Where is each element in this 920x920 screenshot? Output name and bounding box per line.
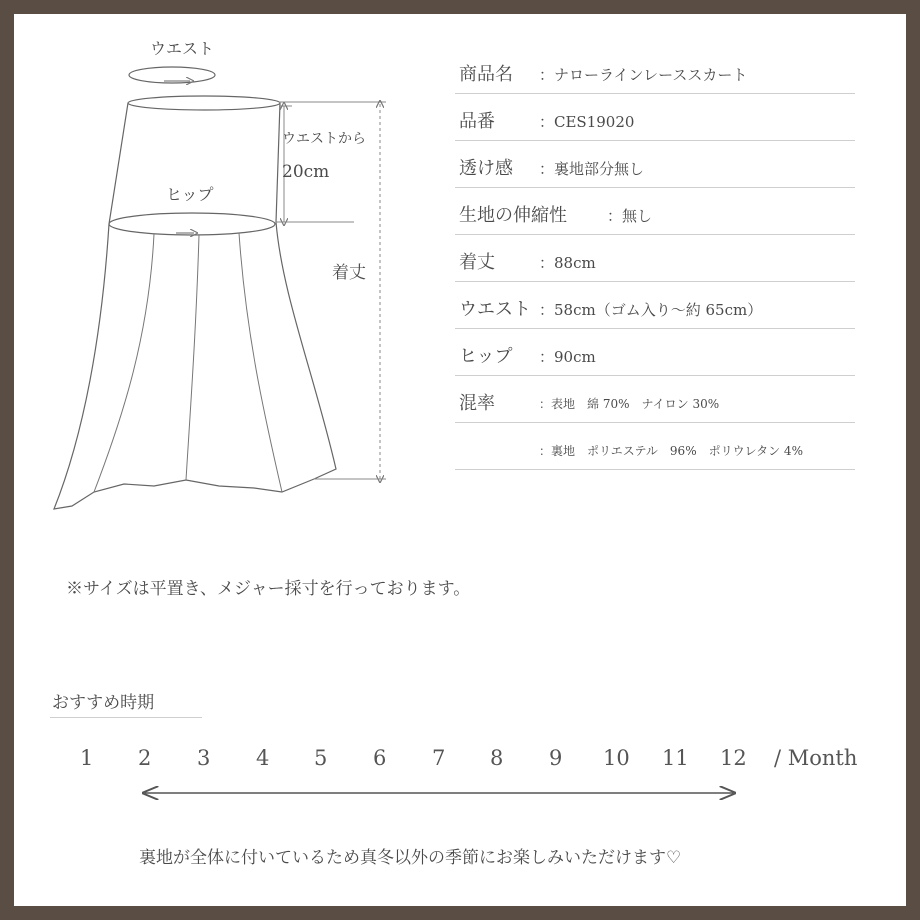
spec-label: 混率 — [459, 393, 495, 414]
month-label: 12 — [720, 746, 747, 770]
month-label: 4 — [256, 746, 270, 770]
skirt-flare-outline — [54, 222, 336, 509]
month-label: 3 — [197, 746, 211, 770]
month-label: 8 — [490, 746, 504, 770]
spec-row-hip — [455, 328, 855, 376]
spec-row-length — [455, 234, 855, 282]
length-label: 着丈 — [332, 263, 366, 283]
spec-label: 品番 — [459, 111, 495, 132]
spec-value: ：裏地部分無し — [539, 160, 645, 178]
spec-row-sheerness — [455, 140, 855, 188]
spec-label: ヒップ — [459, 346, 513, 367]
spec-label: 着丈 — [459, 252, 495, 273]
spec-row-item-number — [455, 93, 855, 141]
spec-value: ：無し — [607, 207, 653, 225]
spec-value: ：ナローラインレーススカート — [539, 66, 748, 84]
month-label: 6 — [373, 746, 387, 770]
spec-value: ：裏地 ポリエステル 96% ポリウレタン 4% — [539, 444, 803, 458]
spec-value: ：CES19020 — [539, 113, 635, 131]
spec-label: ウエスト — [459, 299, 531, 320]
spec-label: 生地の伸縮性 — [459, 205, 567, 226]
hip-ellipse — [109, 213, 275, 235]
from-waist-value: 20cm — [282, 162, 330, 182]
footer-message: 裏地が全体に付いているため真冬以外の季節にお楽しみいただけます♡ — [139, 848, 682, 868]
spec-value: ：58cm（ゴム入り～約 65cm） — [539, 301, 763, 319]
hip-label: ヒップ — [166, 185, 214, 204]
spec-row-stretch — [455, 187, 855, 235]
month-label: 11 — [662, 746, 689, 770]
spec-label: 商品名 — [459, 64, 513, 85]
spec-label: 透け感 — [459, 158, 513, 179]
measurement-note: ※サイズは平置き、メジャー採寸を行っております。 — [66, 579, 471, 599]
month-label: 2 — [138, 746, 152, 770]
month-label: 9 — [549, 746, 563, 770]
spec-sheet — [14, 14, 906, 906]
month-label: 1 — [80, 746, 94, 770]
month-label: 5 — [314, 746, 328, 770]
spec-value: ：88cm — [539, 254, 596, 272]
month-label: 10 — [603, 746, 630, 770]
spec-row-waist — [455, 281, 855, 329]
spec-row-composition-outer — [455, 375, 855, 423]
spec-value: ：表地 綿 70% ナイロン 30% — [539, 397, 720, 411]
season-title: おすすめ時期 — [52, 693, 155, 713]
month-label: 7 — [432, 746, 446, 770]
from-waist-label: ウエストから — [282, 131, 366, 147]
spec-row-product-name — [455, 46, 855, 94]
spec-value: ：90cm — [539, 348, 596, 366]
waist-label: ウエスト — [150, 39, 215, 58]
spec-row-composition-lining — [455, 422, 855, 470]
waistband-ellipse — [128, 96, 280, 110]
month-unit: / Month — [774, 746, 858, 770]
season-title-underline — [50, 717, 202, 718]
season-range-arrow — [14, 778, 906, 808]
